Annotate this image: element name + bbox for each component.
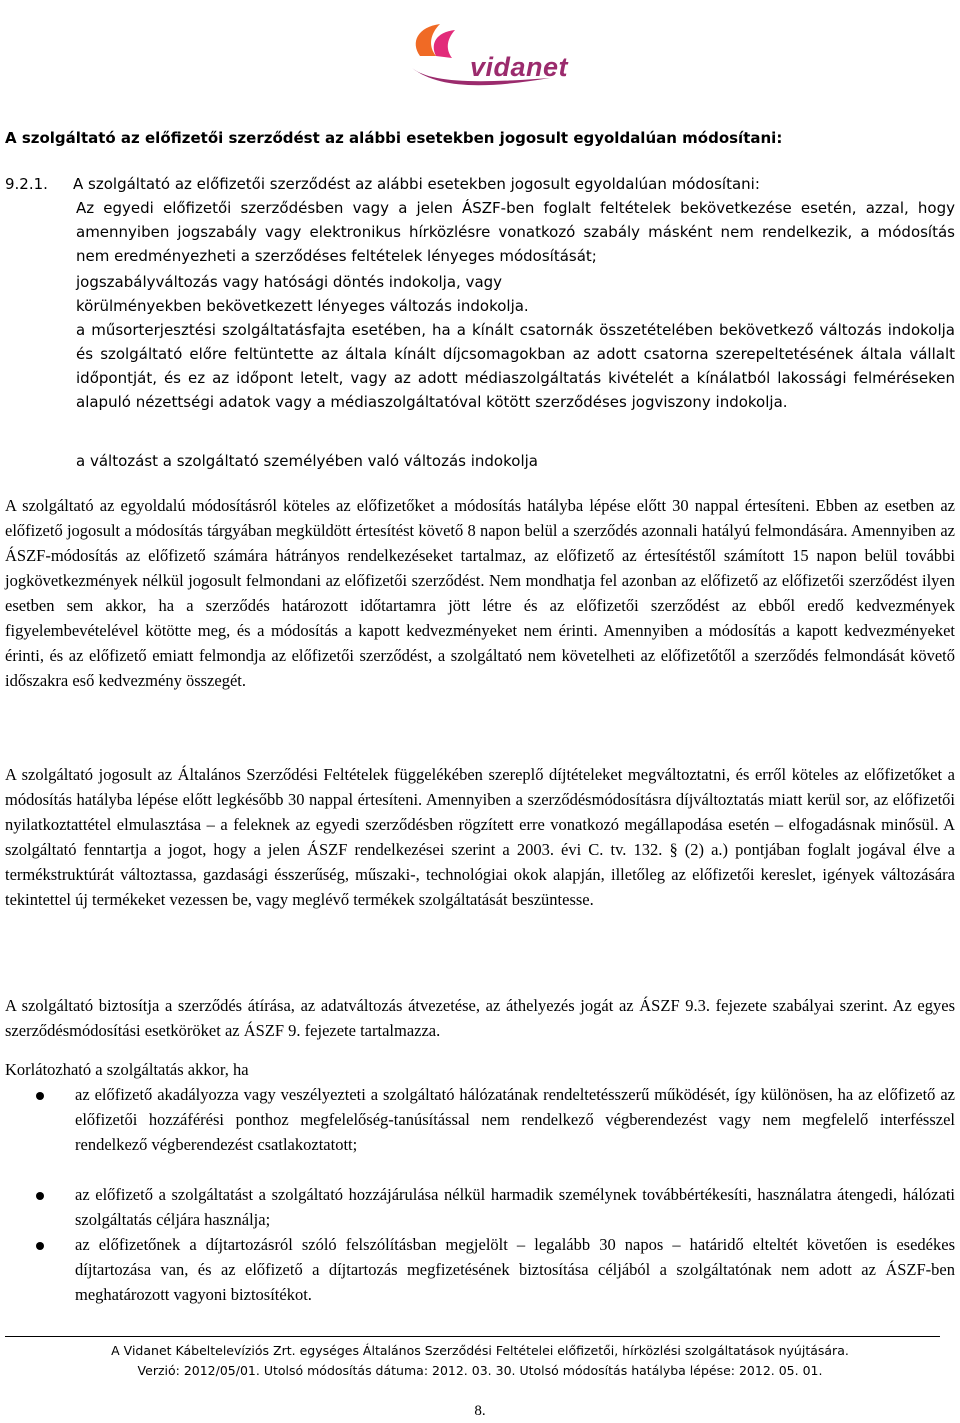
paragraph-fee-change: A szolgáltató jogosult az Általános Szerződési Feltételek függelékében szereplő díjtételeket megváltoztatni, és erről köteles az előfizetőket a módosítás hatályba lépése előtt legkésőbb 30 nappal értesíteni. Amennyiben a szerződésmódosításra díjváltoztatás miatt kerül sor, az előfizetői nyilatkoztattétel elmulasztása – a feleknek az egyedi szerződésben rögzített erre vonatkozó megállapodása esetén – elfogadásnak minősül. A szolgáltató fenntartja a jogot, hogy a jelen ÁSZF rendelkezései szerint a 2003. évi C. tv. 132. § (2) a.) pontjában foglalt jogával élve a termékstruktúrát változtassa, gazdasági ésszerűség, műszaki-, technológiai okok alapján, illetőleg az előfizetői kereslet, igények változására tekintettel új termékeket vezessen be, vagy meglévő termékek szolgáltatását beszüntesse. (5, 765, 955, 909)
item-number: 9.2.1. (5, 175, 48, 193)
bullet-item: az előfizető a szolgáltatást a szolgáltató hozzájárulása nélkül harmadik személynek továbbértékesíti, használatra átengedi, hálózati szolgáltatás céljára használja; (75, 1185, 955, 1229)
item-9-2-1 (5, 172, 955, 196)
paragraph-restriction-intro: Korlátozható a szolgáltatás akkor, ha (5, 1060, 249, 1079)
item-text: Az egyedi előfizetői szerződésben vagy a jelen ÁSZF-ben foglalt feltételek bekövetkezése esetén, azzal, hogy amennyiben jogszabály vagy elektronikus hírközlésre vonatkozó szabály másként nem rendelkezik, a módosítás nem eredményezheti a szerződéses feltételek lényeges módosítását; (76, 199, 955, 265)
footer-divider (5, 1336, 940, 1337)
bullet-icon (36, 1092, 44, 1100)
bullet-item: az előfizető akadályozza vagy veszélyezteti a szolgáltató hálózatának rendeltetésszerű működését, így különösen, ha az előfizető az előfizetői hozzáférési ponthoz megfelelőség-tanúsítással nem rendelkező végberendezést vagy nem megfelelő interfésszel rendelkező végberendezést csatlakoztatott; (75, 1085, 955, 1154)
item-9-2-1-4 (5, 318, 955, 414)
logo-wordmark: vidanet (470, 52, 569, 82)
item-number (5, 449, 76, 473)
item-9-2-1-3 (5, 294, 955, 318)
item-text: a műsorterjesztési szolgáltatásfajta esetében, ha a kínált csatornák összetételében bekövetkező változás indokolja és szolgáltató előre feltüntette az általa kínált díjcsomagokban az adott csatorna szerepeltetésének általa vállalt időpontját, és ez az időpont letelt, vagy az adott médiaszolgáltatás kivételét a kínálatból lakossági felméréseken alapuló nézettségi adatok vagy a médiaszolgáltatóval kötött szerződéses jogviszony indokolja. (76, 321, 955, 411)
paragraph-modification-notice: A szolgáltató az egyoldalú módosításról köteles az előfizetőket a módosítás hatályba lépése előtt 30 nappal értesíteni. Ebben az esetben az előfizető jogosult a módosítás tárgyában megküldött értesítést követő 8 napon belül a szerződés azonnali hatályú felmondására. Amennyiben az ÁSZF-módosítás az előfizető számára hátrányos rendelkezéseket tartalmaz, az előfizető az értesítéstől számított 15 napon belül további jogkövetkezmények nélkül jogosult felmondani az előfizetői szerződést. Nem mondhatja fel azonban az előfizető az előfizetői szerződést ilyen esetben sem akkor, ha a szerződés határozott időtartamra jött létre és az előfizetői szerződést az ebből eredő kedvezmények figyelembevételével kötötte meg, és a módosítás a kapott kedvezményeket nem érinti. Amennyiben a módosítás a kapott kedvezményeket érinti, és az előfizető emiatt felmondja az előfizetői szerződést, a szolgáltató nem követelheti az előfizetőtől a szerződés felmondását követő időszakra eső kedvezmény összegét. (5, 496, 955, 690)
item-text: A szolgáltató az előfizetői szerződést az alábbi esetekben jogosult egyoldalúan módosítani: (73, 175, 760, 193)
item-9-2-1-2 (5, 270, 955, 294)
bullet-icon (36, 1192, 44, 1200)
item-text: a változást a szolgáltató személyében való változás indokolja (76, 452, 538, 470)
item-number (5, 318, 76, 342)
bullet-icon (36, 1242, 44, 1250)
paragraph-transfer: A szolgáltató biztosítja a szerződés átírása, az adatváltozás átvezetése, az áthelyezés jogát az ÁSZF 9.3. fejezete szabályai szerint. Az egyes szerződésmódosítási esetköröket az ÁSZF 9. fejezete tartalmazza. (5, 996, 955, 1040)
item-number (5, 196, 76, 220)
bullet-item: az előfizetőnek a díjtartozásról szóló felszólításban megjelölt – legalább 30 napos – határidő elteltét követően is esedékes díjtartozása van, és az előfizető a díjtartozás megfizetésének biztosítása céljából a szolgáltatónak nem adott az ÁSZF-ben meghatározott vagyoni biztosítékot. (75, 1235, 955, 1304)
footer-line-1: A Vidanet Kábeltelevíziós Zrt. egységes Általános Szerződési Feltételei előfizetői, hírközlési szolgáltatások nyújtására. (111, 1343, 849, 1358)
item-number (5, 270, 76, 294)
item-9-2-1-5 (5, 449, 955, 473)
page-number: 8. (474, 1403, 486, 1419)
item-number (5, 294, 76, 318)
item-text: jogszabályváltozás vagy hatósági döntés indokolja, vagy (76, 273, 503, 291)
item-9-2-1-1 (5, 196, 955, 268)
section-title: A szolgáltató az előfizetői szerződést az alábbi esetekben jogosult egyoldalúan módosítani: (5, 129, 783, 147)
footer-line-2: Verzió: 2012/05/01. Utolsó módosítás dátuma: 2012. 03. 30. Utolsó módosítás hatályba lépése: 2012. 05. 01. (137, 1363, 823, 1378)
item-text: körülményekben bekövetkezett lényeges változás indokolja. (76, 297, 529, 315)
